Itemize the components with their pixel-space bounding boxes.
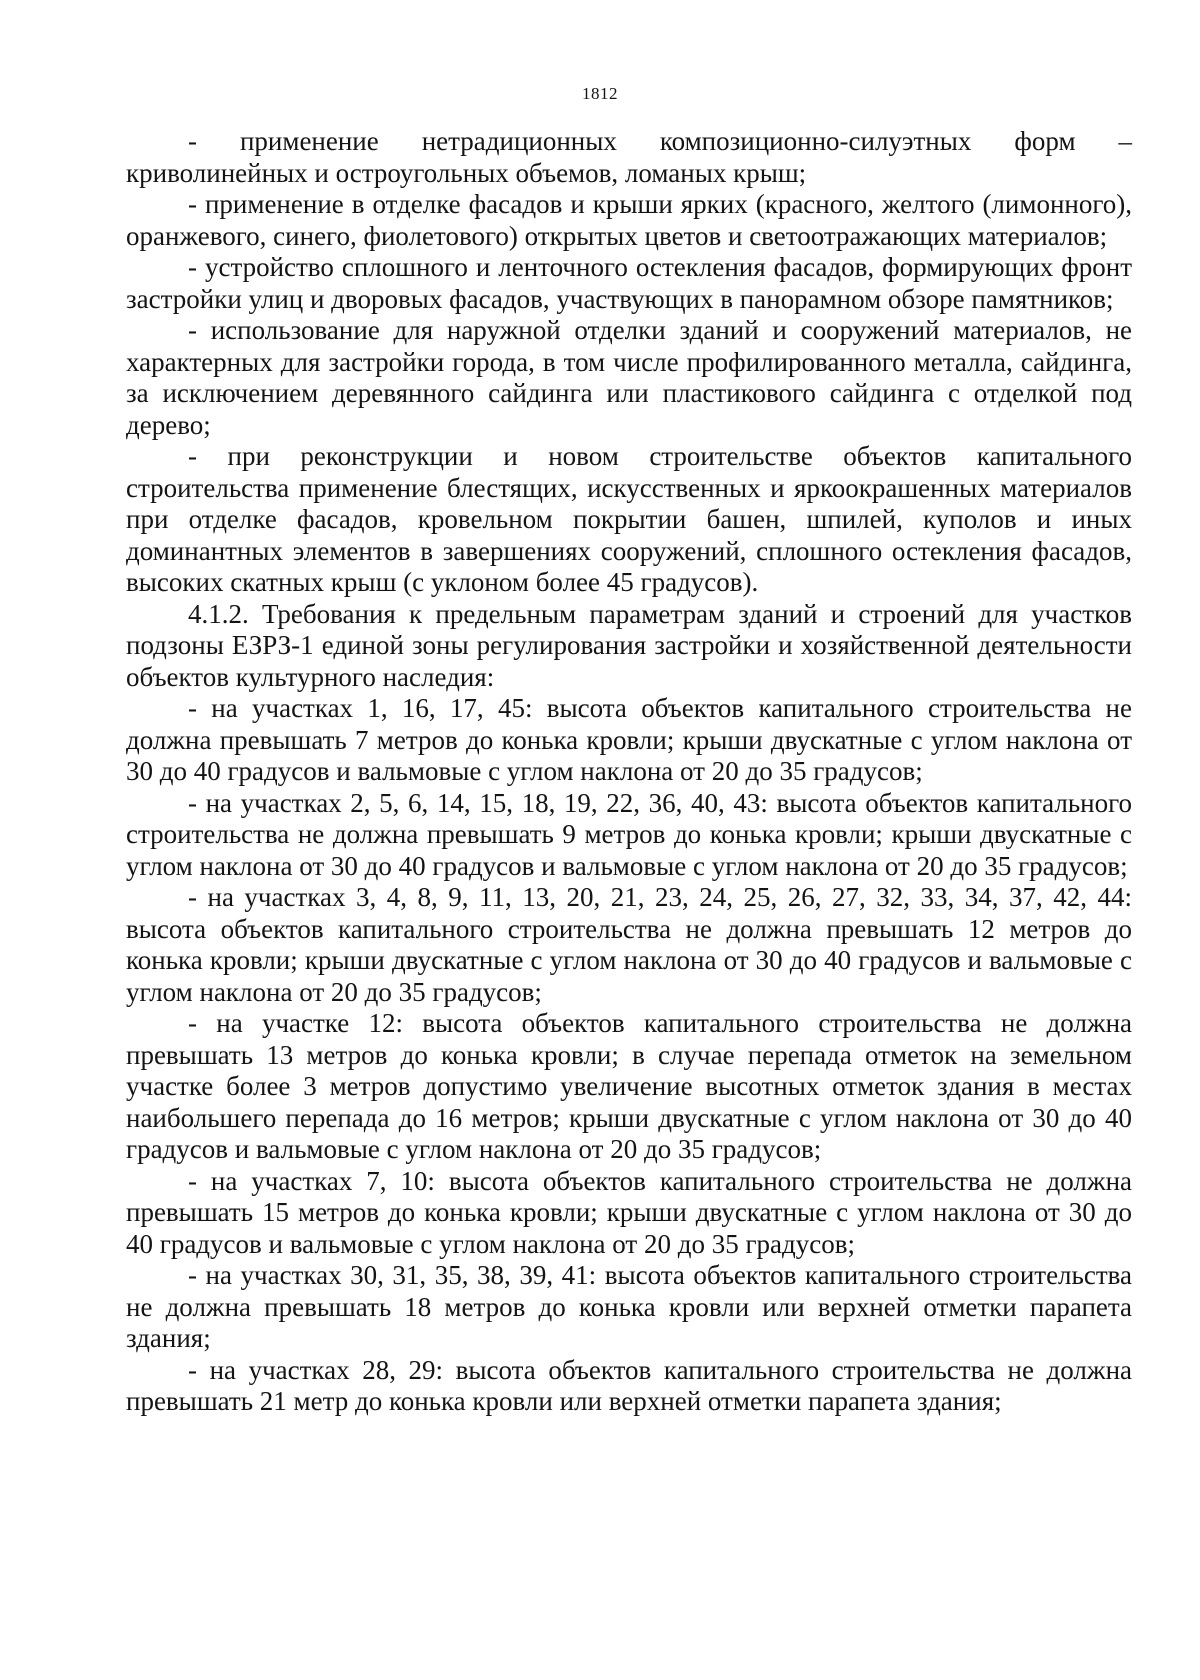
paragraph-plots-21m: - на участках 28, 29: высота объектов капитального строительства не должна превышать 21 метр до конька кровли или верхней отметки парапета здания; — [126, 1354, 1132, 1416]
paragraph-section-4-1-2: 4.1.2. Требования к предельным параметрам зданий и строений для участков подзоны ЕЗРЗ-1 единой зоны регулирования застройки и хозяйственной деятельности объектов культурного наследия: — [126, 598, 1132, 692]
paragraph-plots-9m: - на участках 2, 5, 6, 14, 15, 18, 19, 22, 36, 40, 43: высота объектов капитального строительства не должна превышать 9 метров до конька кровли; крыши двускатные с углом наклона от 30 до 40 градусов и вальмовые с углом наклона от 20 до 35 градусов; — [126, 787, 1132, 881]
paragraph-reconstruction: - при реконструкции и новом строительстве объектов капитального строительства применение блестящих, искусственных и яркоокрашенных материалов при отделке фасадов, кровельном покрытии башен, шпилей, куполов и иных доминантных элементов в завершениях сооружений, сплошного остекления фасадов, высоких скатных крыш (с уклоном более 45 градусов). — [126, 441, 1132, 597]
paragraph-bright-colors: - применение в отделке фасадов и крыши ярких (красного, желтого (лимонного), оранжевого, синего, фиолетового) открытых цветов и светоотражающих материалов; — [126, 189, 1132, 251]
paragraph-plots-7m: - на участках 1, 16, 17, 45: высота объектов капитального строительства не должна превышать 7 метров до конька кровли; крыши двускатные с углом наклона от 30 до 40 градусов и вальмовые с углом наклона от 20 до 35 градусов; — [126, 693, 1132, 786]
paragraph-continuous-glazing: - устройство сплошного и ленточного остекления фасадов, формирующих фронт застройки улиц и дворовых фасадов, участвующих в панорамном обзоре памятников; — [126, 252, 1132, 314]
paragraph-nontraditional-forms: - применение нетрадиционных композиционно-силуэтных форм – криволинейных и остроугольных объемов, ломаных крыш; — [126, 126, 1132, 188]
paragraph-plots-18m: - на участках 30, 31, 35, 38, 39, 41: высота объектов капитального строительства не должна превышать 18 метров до конька кровли или верхней отметки парапета здания; — [126, 1260, 1132, 1353]
page-number: 1812 — [582, 84, 618, 103]
paragraph-plots-15m: - на участках 7, 10: высота объектов капитального строительства не должна превышать 15 метров до конька кровли; крыши двускатные с углом наклона от 30 до 40 градусов и вальмовые с углом наклона от 20 до 35 градусов; — [126, 1165, 1132, 1259]
document-body — [126, 126, 1132, 1418]
paragraph-plots-12m: - на участках 3, 4, 8, 9, 11, 13, 20, 21, 23, 24, 25, 26, 27, 32, 33, 34, 37, 42, 44: высота объектов капитального строительства не должна превышать 12 метров до конька кровли; крыши двускатные с углом наклона от 30 до 40 градусов и вальмовые с углом наклона от 20 до 35 градусов; — [126, 882, 1132, 1007]
paragraph-plot-12: - на участке 12: высота объектов капитального строительства не должна превышать 13 метров до конька кровли; в случае перепада отметок на земельном участке более 3 метров допустимо увеличение высотных отметок здания в местах наибольшего перепада до 16 метров; крыши двускатные с углом наклона от 30 до 40 градусов и вальмовые с углом наклона от 20 до 35 градусов; — [126, 1008, 1132, 1164]
paragraph-exterior-materials: - использование для наружной отделки зданий и сооружений материалов, не характерных для застройки города, в том числе профилированного металла, сайдинга, за исключением деревянного сайдинга или пластикового сайдинга с отделкой под дерево; — [126, 315, 1132, 440]
